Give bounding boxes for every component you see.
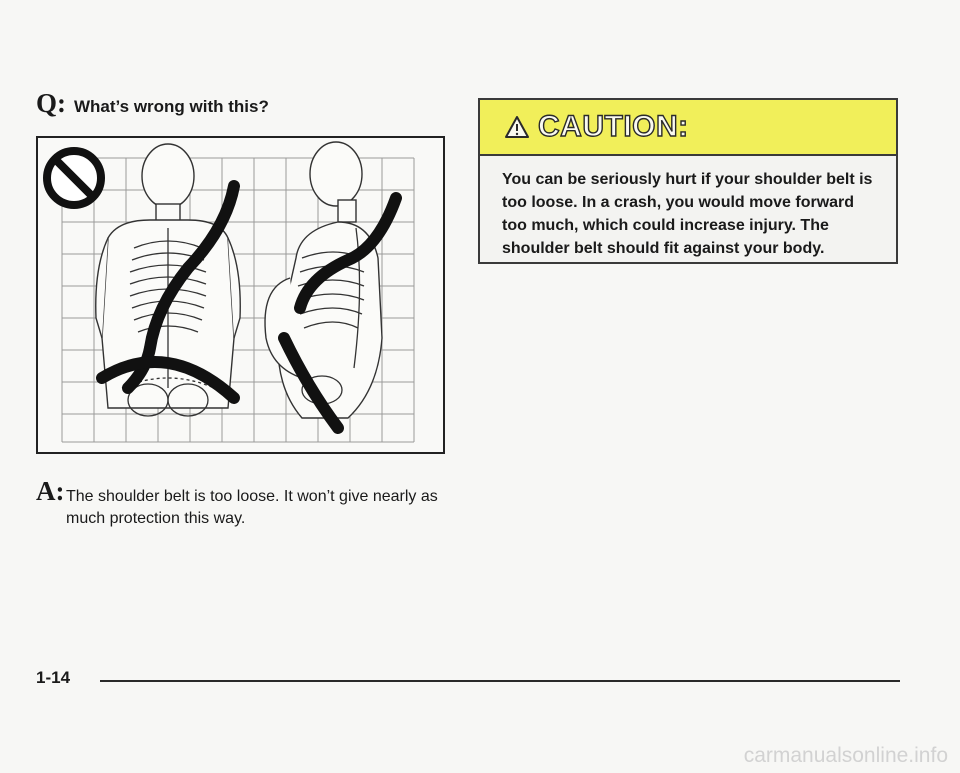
caution-title: CAUTION:: [538, 110, 689, 143]
answer-letter: A:: [36, 476, 65, 506]
answer-text: The shoulder belt is too loose. It won’t give nearly as much protection this way.: [66, 488, 438, 527]
page-number: 1-14: [36, 668, 71, 687]
question-text: What’s wrong with this?: [74, 97, 269, 116]
question-letter: Q:: [36, 88, 66, 118]
question-line: [36, 88, 269, 119]
caution-body: You can be seriously hurt if your shoulder belt is too loose. In a crash, you would move forward too much, which could increase injury. The shoulder belt should fit against your body.: [502, 171, 873, 257]
answer-block: [36, 478, 456, 530]
caution-header: [480, 100, 896, 156]
warning-triangle-icon: [504, 115, 530, 139]
no-symbol-icon: [47, 151, 101, 205]
illustration-svg: [38, 138, 443, 452]
watermark: carmanualsonline.info: [743, 744, 948, 767]
caution-box: [478, 98, 898, 264]
footer-rule: [100, 680, 900, 682]
seatbelt-illustration: [36, 136, 445, 454]
